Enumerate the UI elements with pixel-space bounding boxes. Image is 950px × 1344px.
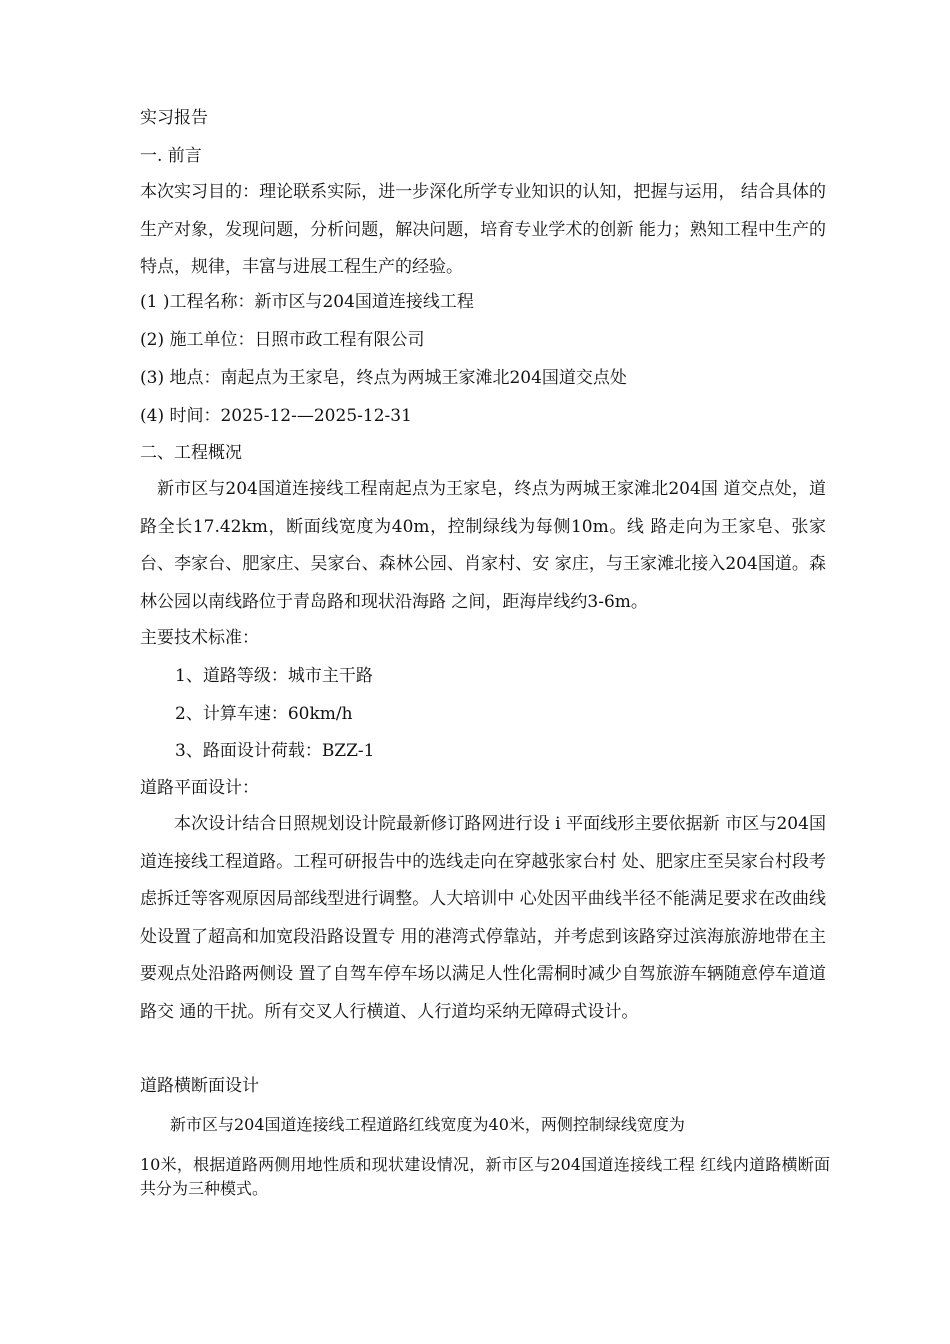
tech-standard-item: 2、计算车速：60km/h <box>175 704 353 724</box>
location-item: (3) 地点：南起点为王家皂，终点为两城王家滩北204国道交点处 <box>140 368 627 388</box>
section-heading-preface: 一. 前言 <box>140 146 202 166</box>
tech-standard-item: 3、路面设计荷载：BZZ-1 <box>175 741 375 761</box>
cross-section-paragraph: 10米，根据道路两侧用地性质和现状建设情况，新市区与204国道连接线工程 红线内道路横断面共分为三种模式。 <box>140 1155 830 1198</box>
time-item: (4) 时间：2025-12-—2025-12-31 <box>140 406 412 426</box>
plane-design-paragraph: 本次设计结合日照规划设计院最新修订路网进行设 i 平面线形主要依据新 市区与204国道连接线工程道路。工程可研报告中的选线走向在穿越张家台村 处、肥家庄至吴家台村段考虑拆迁等客观原因局部线型进行调整。人大培训中 心处因平曲线半径不能满足要求在改曲线处设置了超高和加宽段沿路设置专 用的港湾式停靠站，并考虑到该路穿过滨海旅游地带在主要观点处沿路两侧设 置了自驾车停车场以满足人性化需桐时减少自驾旅游车辆随意停车道道路交 通的干扰。所有交叉人行横道、人行道均采纳无障碍式设计。 <box>140 814 826 1022</box>
document-title: 实习报告 <box>140 108 208 128</box>
cross-section-line: 新市区与204国道连接线工程道路红线宽度为40米，两侧控制绿线宽度为 <box>170 1115 685 1134</box>
tech-standard-item: 1、道路等级：城市主干路 <box>175 666 373 686</box>
project-name-item: (1 )工程名称：新市区与204国道连接线工程 <box>140 292 474 312</box>
overview-paragraph: 新市区与204国道连接线工程南起点为王家皂，终点为两城王家滩北204国 道交点处，道路全长17.42km，断面线宽度为40m，控制绿线为每侧10m。线 路走向为王家皂、张家台、李家台、肥家庄、吴家台、森林公园、肖家村、安 家庄，与王家滩北接入204国道。森林公园以南线路位于青岛路和现状沿海路 之间，距海岸线约3-6m。 <box>140 479 826 612</box>
cross-section-heading: 道路横断面设计 <box>140 1076 259 1096</box>
section-heading-overview: 二、工程概况 <box>140 443 242 463</box>
construction-unit-item: (2) 施工单位：日照市政工程有限公司 <box>140 330 425 350</box>
tech-standards-heading: 主要技术标准： <box>140 628 259 648</box>
purpose-paragraph: 本次实习目的：理论联系实际，进一步深化所学专业知识的认知，把握与运用， 结合具体的生产对象，发现问题，分析问题，解决问题，培育专业学术的创新 能力；熟知工程中生产的特点，规律，丰富与进展工程生产的经验。 <box>140 182 826 277</box>
plane-design-heading: 道路平面设计： <box>140 778 259 798</box>
